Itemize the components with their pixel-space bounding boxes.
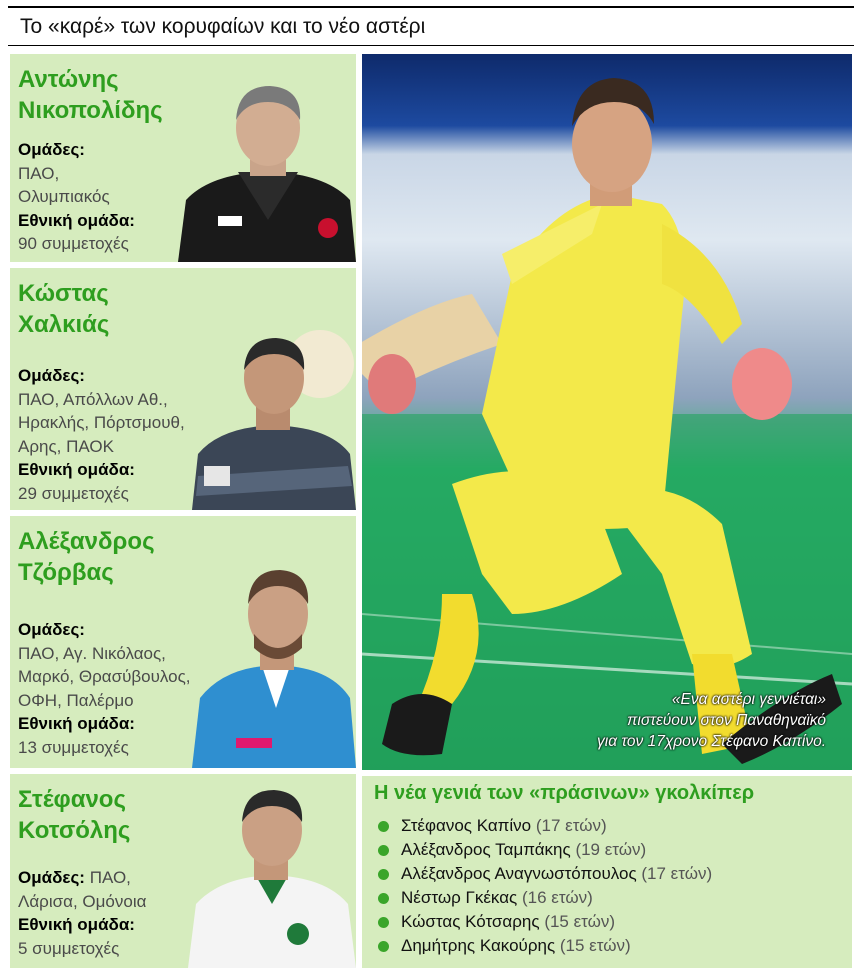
list-item: Δημήτρης Κακούρης (15 ετών) — [378, 934, 712, 958]
caps-count: 13 συμμετοχές — [18, 737, 129, 757]
teams-line: Αρης, ΠΑΟΚ — [18, 436, 114, 456]
national-team-label: Εθνική ομάδα: — [18, 915, 135, 934]
player-photo-nikopolidis — [178, 80, 356, 262]
caps-count: 29 συμμετοχές — [18, 483, 129, 503]
page-title: Το «καρέ» των κορυφαίων και το νέο αστέρι — [20, 15, 426, 38]
teams-label: Ομάδες: — [18, 620, 85, 639]
photo-caption: «Ενα αστέρι γεννιέται» πιστεύουν στον Παναθηναϊκό για τον 17χρονο Στέφανο Καπίνο. — [597, 691, 826, 750]
player-photo-kotsolis — [186, 784, 356, 968]
teams-line: ΠΑΟ, — [18, 163, 60, 183]
teams-line: ΟΦΗ, Παλέρμο — [18, 690, 134, 710]
teams-label: Ομάδες: — [18, 366, 85, 385]
youth-title: Η νέα γενιά των «πράσινων» γκολκίπερ — [374, 782, 755, 804]
goalkeeper-figure — [362, 54, 852, 770]
player-info — [18, 866, 146, 960]
national-team-label: Εθνική ομάδα: — [18, 460, 135, 479]
player-name: Αλέξανδρος Τζόρβας — [18, 528, 155, 586]
player-name: Στέφανος Κοτσόλης — [18, 786, 131, 844]
teams-label: Ομάδες: — [18, 140, 85, 159]
teams-line: ΠΑΟ, — [89, 868, 131, 887]
player-info — [18, 618, 191, 759]
player-photo-chalkias — [188, 326, 356, 510]
page-header — [8, 6, 854, 46]
player-name: Αντώνης Νικοπολίδης — [18, 66, 163, 124]
caps-count: 90 συμμετοχές — [18, 234, 129, 253]
player-name: Κώστας Χαλκιάς — [18, 280, 110, 338]
goalkeeper-card-tzorvas — [10, 516, 356, 768]
caps-count: 5 συμμετοχές — [18, 938, 120, 958]
goalkeeper-card-nikopolidis — [10, 54, 356, 262]
goalkeeper-card-kotsolis — [10, 774, 356, 968]
teams-line: Ηρακλής, Πόρτσμουθ, — [18, 413, 185, 432]
list-item: Νέστωρ Γκέκας (16 ετών) — [378, 886, 712, 910]
bullet-icon — [378, 821, 389, 832]
bullet-icon — [378, 917, 389, 928]
national-team-label: Εθνική ομάδα: — [18, 714, 135, 733]
player-info — [18, 364, 185, 505]
list-item: Στέφανος Καπίνο (17 ετών) — [378, 814, 712, 838]
hero-photo-kapino — [362, 54, 852, 770]
youth-list — [378, 814, 712, 958]
bullet-icon — [378, 941, 389, 952]
teams-label: Ομάδες: — [18, 868, 85, 887]
list-item: Αλέξανδρος Ταμπάκης (19 ετών) — [378, 838, 712, 862]
teams-line: ΠΑΟ, Αγ. Νικόλαος, — [18, 643, 166, 663]
teams-line: Ολυμπιακός — [18, 187, 110, 206]
bullet-icon — [378, 845, 389, 856]
teams-line: Μαρκό, Θρασύβουλος, — [18, 667, 191, 686]
youth-goalkeepers-panel — [362, 776, 852, 968]
player-photo-tzorvas — [192, 558, 356, 768]
player-info — [18, 138, 135, 256]
bullet-icon — [378, 893, 389, 904]
national-team-label: Εθνική ομάδα: — [18, 210, 135, 230]
goalkeeper-card-chalkias — [10, 268, 356, 510]
list-item: Κώστας Κότσαρης (15 ετών) — [378, 910, 712, 934]
teams-line: Λάρισα, Ομόνοια — [18, 891, 147, 911]
bullet-icon — [378, 869, 389, 880]
teams-line: ΠΑΟ, Απόλλων Αθ., — [18, 389, 168, 409]
list-item: Αλέξανδρος Αναγνωστόπουλος (17 ετών) — [378, 862, 712, 886]
